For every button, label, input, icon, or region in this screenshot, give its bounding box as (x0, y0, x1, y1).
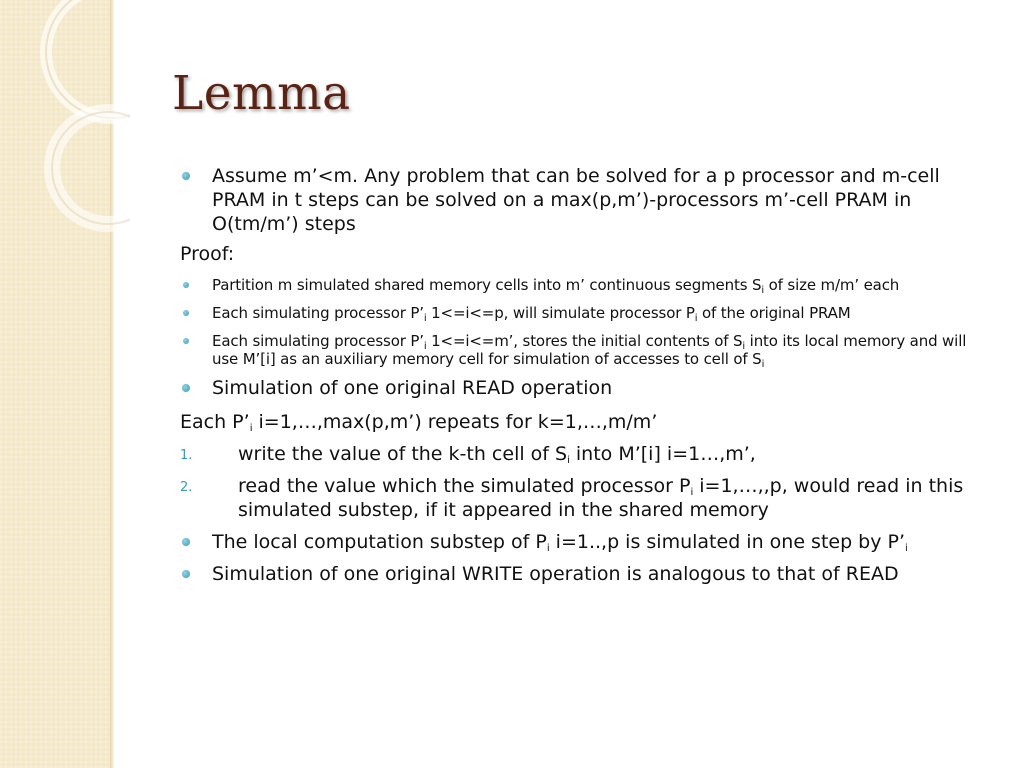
step-number: 1. (180, 448, 193, 463)
bullet-read-simulation: Simulation of one original READ operation (180, 376, 995, 400)
bullet-dot-icon (182, 570, 190, 578)
numbered-step-1: 1. write the value of the k-th cell of $S_i$ into M’[i] i=1…,m’, (180, 443, 756, 466)
bullet-dot-icon (182, 384, 190, 392)
step-number: 2. (180, 480, 193, 495)
bullet-text: Assume m’<m. Any problem that can be solved for a p processor and m-cell PRAM in t steps can be solved on a max(p,m’)-processors m’-cell PRAM in O(tm/m’) steps (212, 165, 940, 235)
repeat-statement: Each $P’_i$ i=1,…,max(p,m’) repeats for k=1,…,m/m’ (180, 411, 658, 434)
bullet-local-memory: Each simulating processor $P’_i$ 1<=i<=m’, stores the initial contents of $S_i$ into its local memory and will use M’[i] as an auxiliary memory cell for simulation of accesses to cell of $S_i$ (180, 332, 995, 368)
bullet-dot-icon (182, 172, 190, 180)
slide-body (180, 164, 995, 586)
bullet-write-simulation: Simulation of one original WRITE operation is analogous to that of READ (180, 562, 995, 586)
bullet-partition: Partition m simulated shared memory cells into m’ continuous segments $S_i$ of size m/m’ each (180, 276, 995, 294)
bullet-dot-icon (183, 282, 189, 288)
bullet-dot-icon (183, 310, 189, 316)
slide-title: Lemma (172, 66, 351, 121)
bullet-lemma-statement (180, 164, 995, 236)
bullet-dot-icon (182, 538, 190, 546)
proof-label: Proof: (180, 243, 235, 265)
bullet-local-computation: The local computation substep of $P_i$ i=1..,p is simulated in one step by $P’_i$ (180, 530, 995, 554)
bullet-dot-icon (183, 338, 189, 344)
numbered-step-2: 2. read the value which the simulated processor $P_i$ i=1,…,,p, would read in this simulated substep, if it appeared in the shared memory (180, 475, 964, 521)
bullet-simulating-processor: Each simulating processor $P’_i$ 1<=i<=p, will simulate processor $P_i$ of the original PRAM (180, 304, 995, 322)
decorative-rings (0, 0, 130, 300)
